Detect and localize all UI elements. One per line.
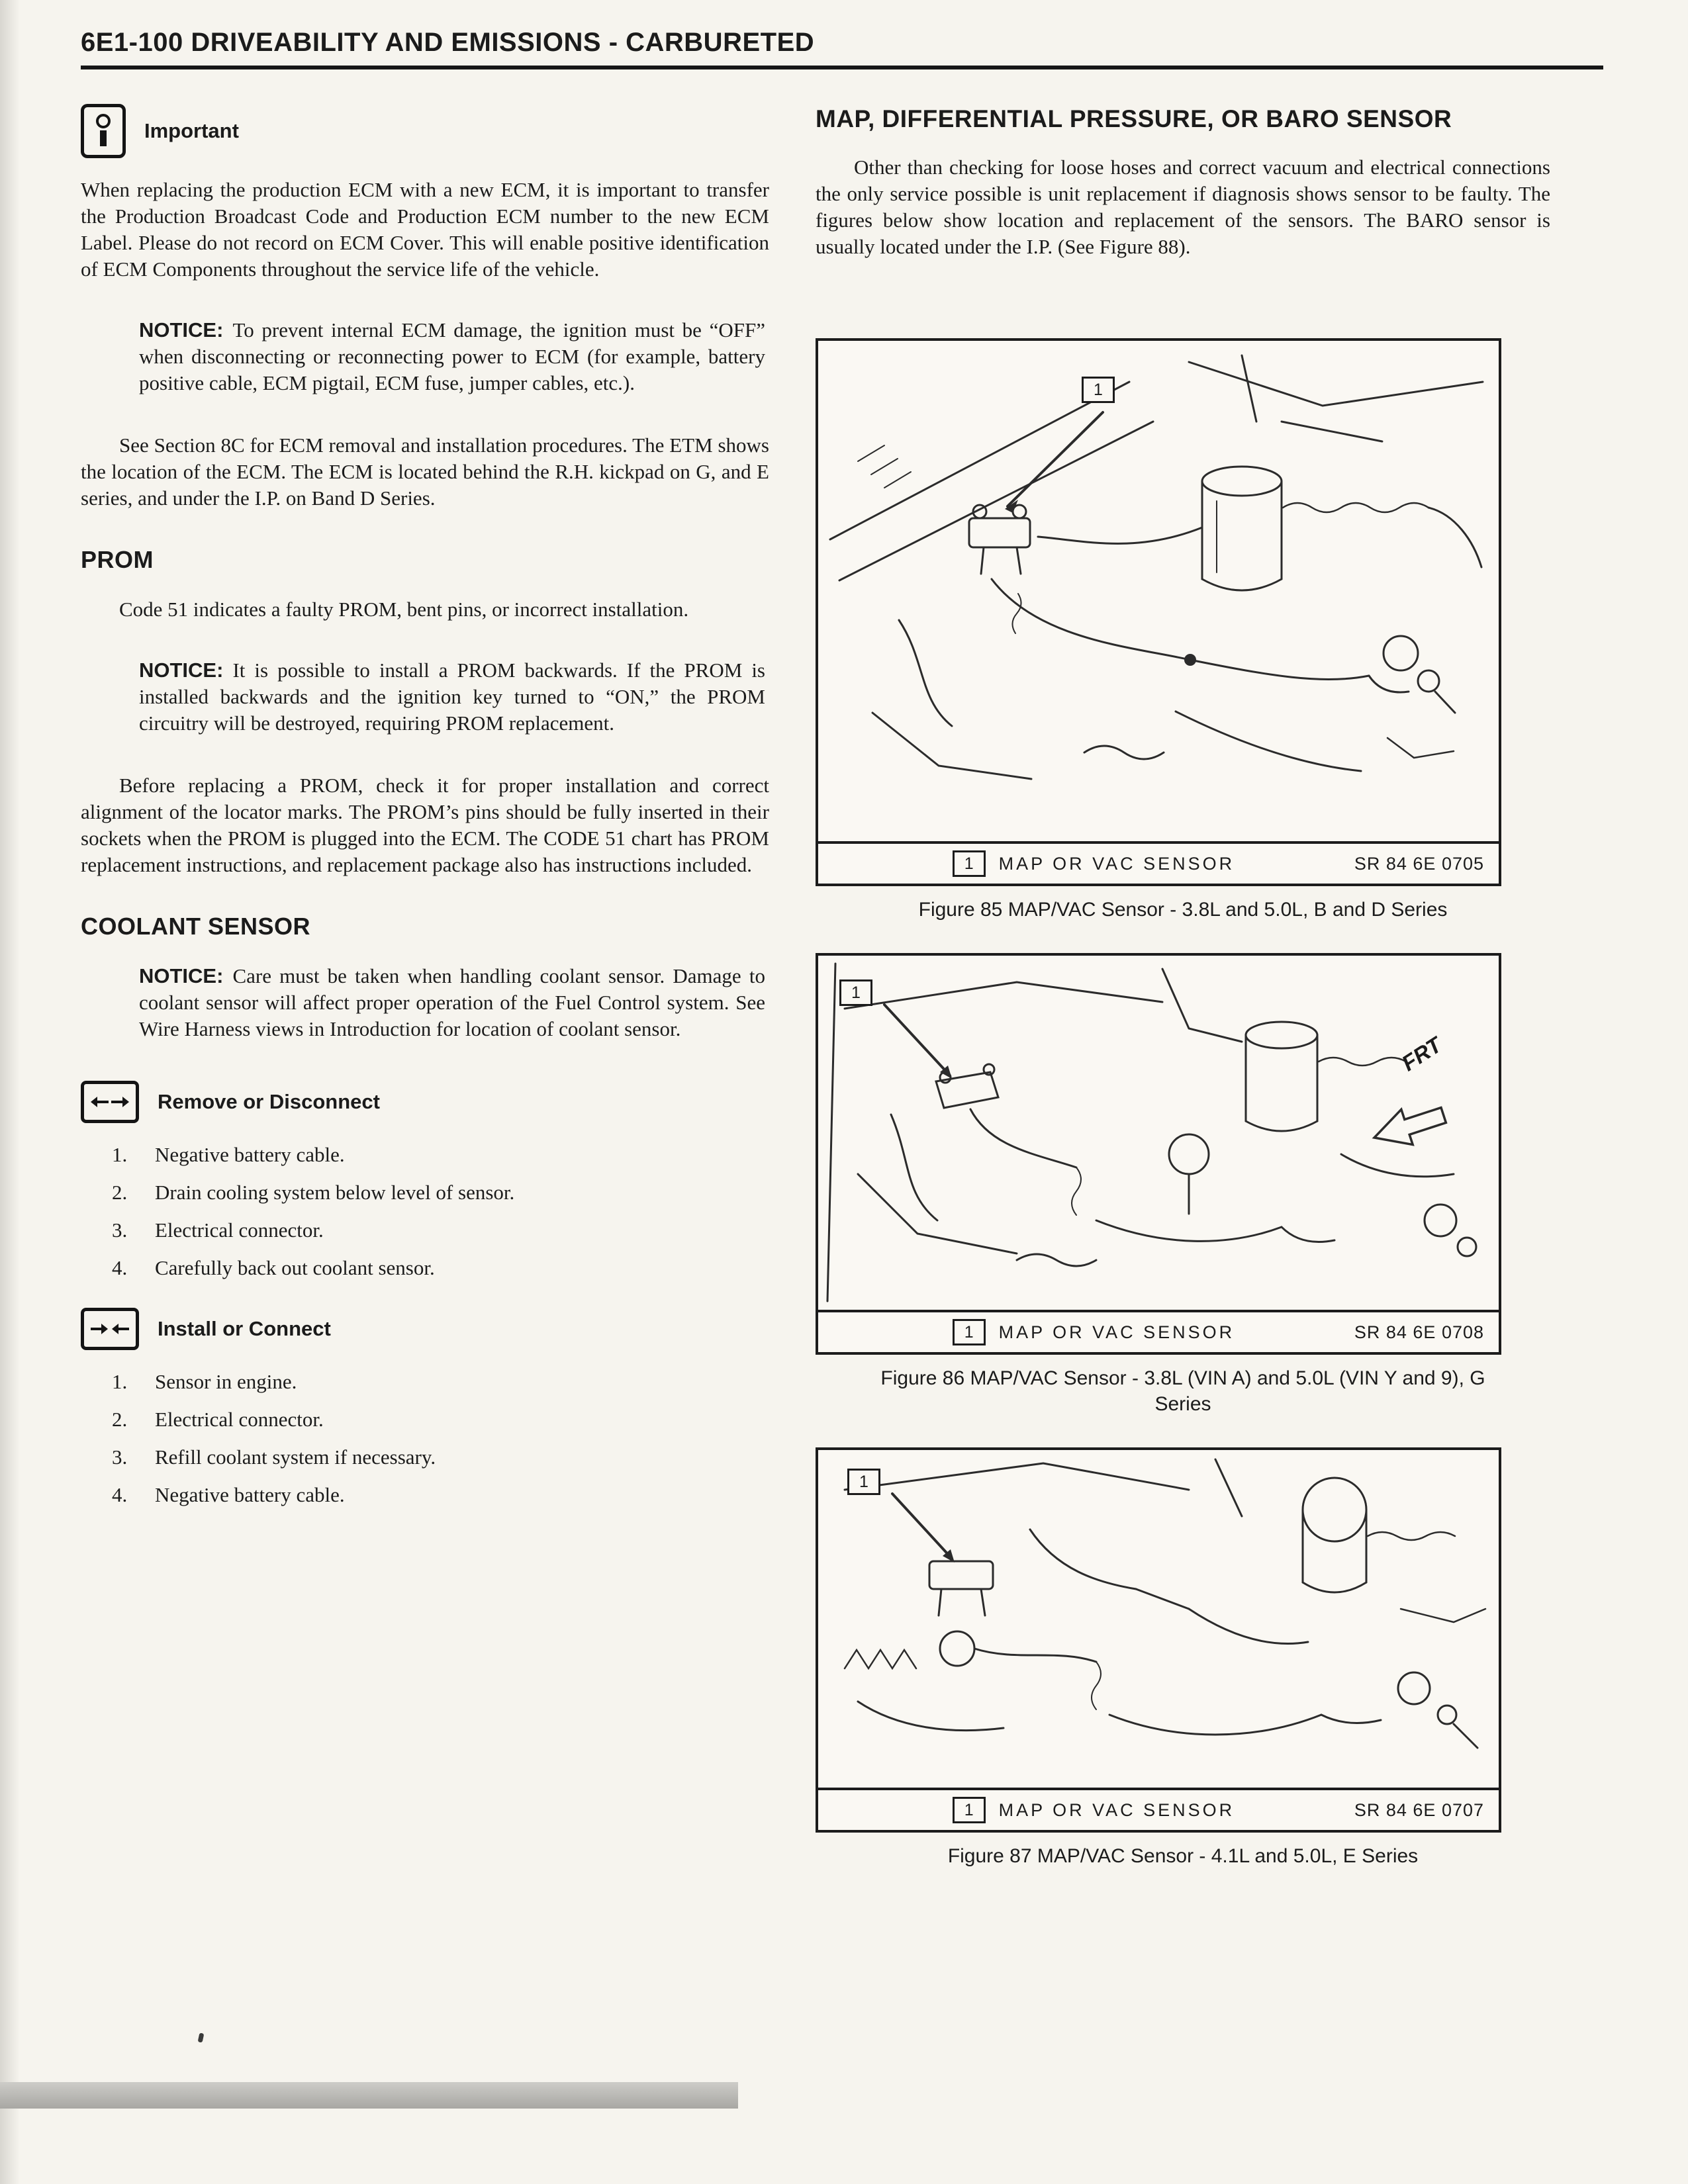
remove-disconnect-header [81, 1081, 769, 1123]
figure-87-source-code: SR 84 6E 0707 [1354, 1799, 1485, 1820]
remove-step: 4. Carefully back out coolant sensor. [132, 1255, 769, 1281]
install-connect-icon [81, 1308, 139, 1350]
figure-85-engine-illustration [818, 341, 1499, 841]
prom-paragraph-1: Code 51 indicates a faulty PROM, bent pins, or incorrect installation. [119, 598, 689, 621]
map-sensor-intro: Other than checking for loose hoses and correct vacuum and electrical connections the only service possible is unit replacement if diagnosis shows sensor to be faulty. The figures below show location and replacement of the sensors. The BARO sensor is usually located under the I.P. (See Figure 88). [816, 156, 1550, 258]
figure-86-legend-callout: 1 [953, 1319, 986, 1345]
figure-87 [816, 1447, 1550, 1869]
figure-86 [816, 953, 1550, 1417]
page-header-title: 6E1-100 DRIVEABILITY AND EMISSIONS - CARBURETED [81, 28, 815, 57]
figure-85-callout-1: 1 [1082, 377, 1115, 403]
figure-85-legend-callout: 1 [953, 850, 986, 877]
figure-86-frt-label: FRT [1397, 1032, 1446, 1076]
notice-prom-label: NOTICE: [139, 659, 224, 682]
figure-85-legend-text: MAP OR VAC SENSOR [998, 853, 1235, 874]
figure-87-legend [818, 1788, 1499, 1830]
install-step: 1. Sensor in engine. [132, 1369, 769, 1395]
notice-coolant [139, 963, 765, 1042]
two-column-layout [81, 104, 1603, 1869]
figure-85-source-code: SR 84 6E 0705 [1354, 853, 1485, 874]
figure-87-legend-callout: 1 [953, 1797, 986, 1823]
coolant-sensor-heading: COOLANT SENSOR [81, 913, 311, 940]
figure-87-engine-illustration [818, 1450, 1499, 1788]
notice-ecm-label: NOTICE: [139, 318, 224, 341]
prom-heading: PROM [81, 546, 154, 573]
remove-steps-list [81, 1142, 769, 1281]
scan-artifact-bar [0, 2082, 738, 2109]
figure-86-callout-1: 1 [839, 979, 872, 1006]
install-connect-label: Install or Connect [158, 1317, 331, 1340]
figure-86-source-code: SR 84 6E 0708 [1354, 1322, 1485, 1342]
header-rule [81, 66, 1603, 69]
important-icon [81, 104, 126, 158]
figure-85-caption: Figure 85 MAP/VAC Sensor - 3.8L and 5.0L, B and D Series [918, 899, 1448, 921]
figure-85 [816, 338, 1550, 923]
notice-coolant-body: Care must be taken when handling coolant sensor. Damage to coolant sensor will affect proper operation of the Fuel Control system. See Wire Harness views in Introduction for location of coolant sensor. [139, 964, 765, 1040]
install-step: 2. Electrical connector. [132, 1406, 769, 1433]
figure-87-frame [816, 1447, 1501, 1833]
remove-disconnect-label: Remove or Disconnect [158, 1090, 380, 1113]
remove-step: 3. Electrical connector. [132, 1217, 769, 1244]
figure-87-caption: Figure 87 MAP/VAC Sensor - 4.1L and 5.0L, E Series [947, 1845, 1419, 1867]
figure-85-frame [816, 338, 1501, 886]
remove-step: 2. Drain cooling system below level of sensor. [132, 1179, 769, 1206]
install-step: 3. Refill coolant system if necessary. [132, 1444, 769, 1471]
figure-86-legend [818, 1310, 1499, 1352]
remove-step: 1. Negative battery cable. [132, 1142, 769, 1168]
notice-prom-body: It is possible to install a PROM backwards. If the PROM is installed backwards and the ignition key turned to “ON,” the PROM circuitry will be destroyed, requiring PROM replacement. [139, 659, 765, 735]
notice-ecm-body: To prevent internal ECM damage, the ignition must be “OFF” when disconnecting or reconnecting power to ECM (for example, battery positive cable, ECM pigtail, ECM fuse, jumper cables, etc.). [139, 318, 765, 394]
figure-87-legend-text: MAP OR VAC SENSOR [998, 1799, 1235, 1820]
prom-paragraph-2: Before replacing a PROM, check it for proper installation and correct alignment of the locator marks. The PROM’s pins should be fully inserted in their sockets when the PROM is plugged into the ECM. The CODE 51 chart has PROM replacement instructions, and replacement package also has instructions included. [81, 774, 769, 876]
important-callout [81, 104, 769, 158]
install-steps-list [81, 1369, 769, 1508]
right-column [816, 104, 1550, 1869]
important-paragraph: When replacing the production ECM with a new ECM, it is important to transfer the Production Broadcast Code and Production ECM number to the new ECM Label. Please do not record on ECM Cover. This will enable positive identification of ECM Components throughout the service life of the vehicle. [81, 178, 769, 281]
figure-86-caption: Figure 86 MAP/VAC Sensor - 3.8L (VIN A) and 5.0L (VIN Y and 9), G Series [880, 1367, 1485, 1415]
notice-ecm [139, 317, 765, 396]
notice-prom [139, 657, 765, 737]
important-label: Important [144, 119, 239, 142]
figure-86-frame [816, 953, 1501, 1355]
figure-86-engine-illustration [818, 956, 1499, 1310]
ecm-location-paragraph: See Section 8C for ECM removal and installation procedures. The ETM shows the location of the ECM. The ECM is located behind the R.H. kickpad on G, and E series, and under the I.P. on Band D Series. [81, 433, 769, 510]
install-step: 4. Negative battery cable. [132, 1482, 769, 1508]
left-column [81, 104, 769, 1869]
notice-coolant-label: NOTICE: [139, 964, 224, 987]
remove-disconnect-icon [81, 1081, 139, 1123]
page-header [81, 28, 1603, 69]
figure-86-legend-text: MAP OR VAC SENSOR [998, 1322, 1235, 1342]
map-sensor-heading: MAP, DIFFERENTIAL PRESSURE, OR BARO SENSOR [816, 105, 1452, 132]
figure-87-callout-1: 1 [847, 1469, 880, 1495]
install-connect-header [81, 1308, 769, 1350]
figure-85-legend [818, 841, 1499, 884]
